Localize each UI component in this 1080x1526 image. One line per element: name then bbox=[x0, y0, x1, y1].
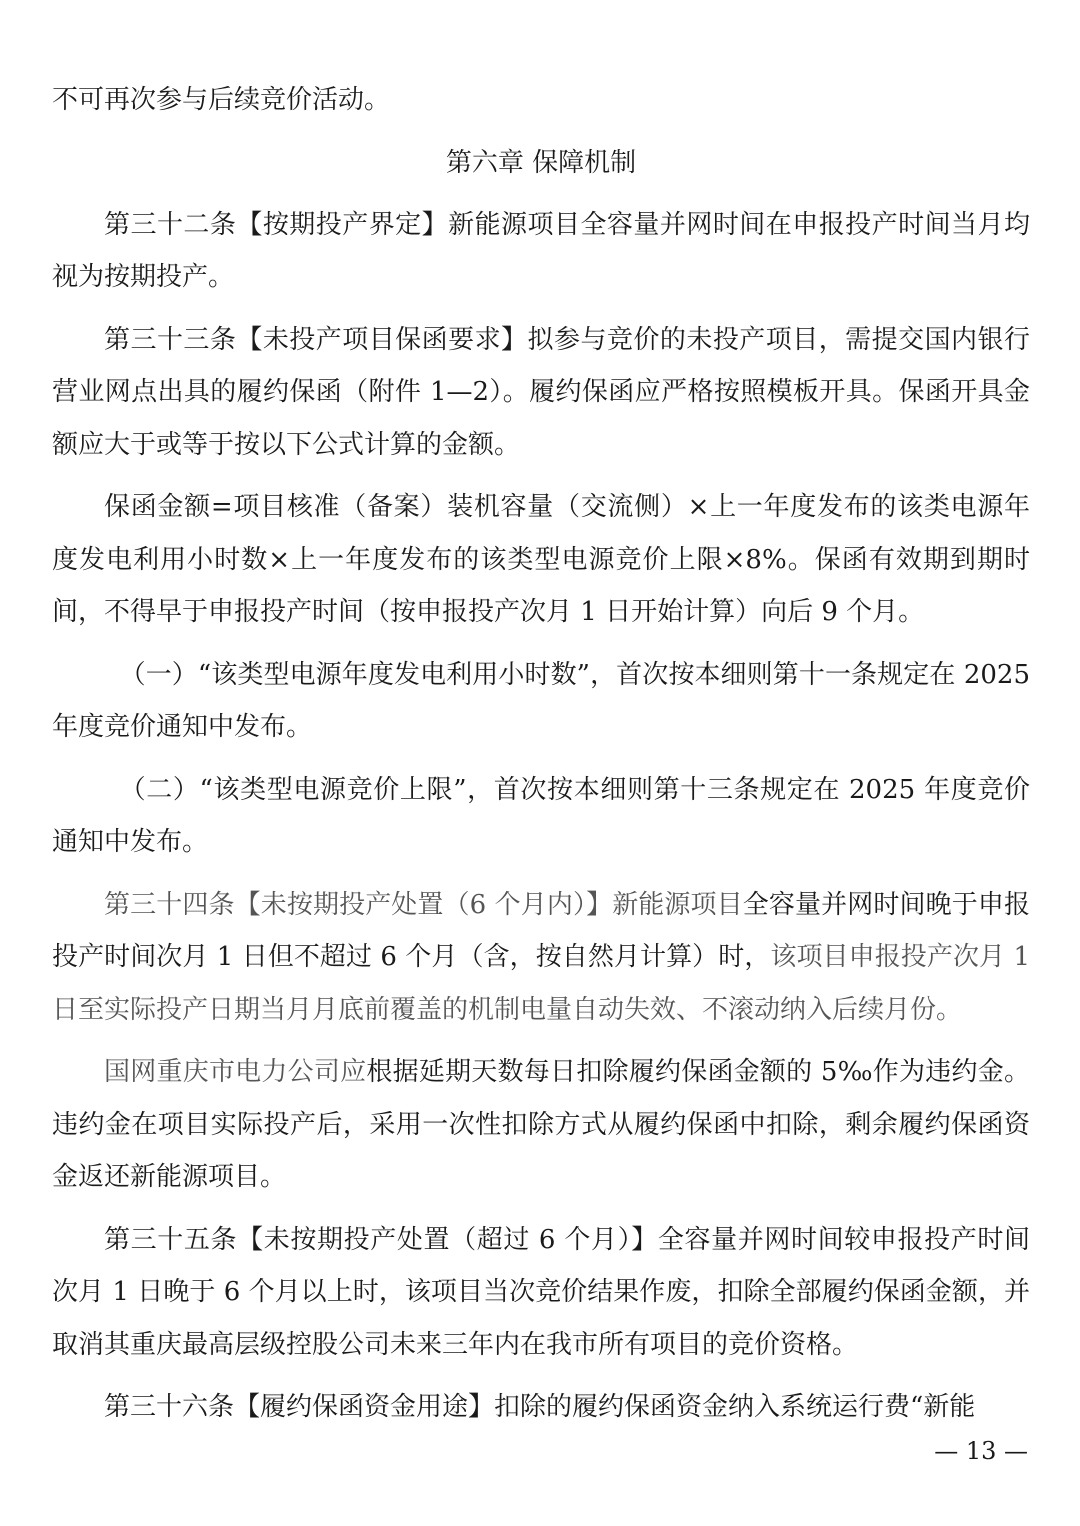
list-item-2: （二）“该类型电源竞价上限”，首次按本细则第十三条规定在 2025 年度竞价通知中发布。 bbox=[52, 774, 1030, 857]
article-34-tail: 该项目申报投产次月 1 日至实际投产日期当月月底前覆盖的机制电量自动失效、不滚动纳入后续月份。 bbox=[52, 942, 1030, 1025]
article-33: 第三十三条【未投产项目保函要求】拟参与竞价的未投产项目，需提交国内银行营业网点出具的履约保函（附件 1—2）。履约保函应严格按照模板开具。保函开具金额应大于或等于按以下公式计算的金额。 bbox=[52, 324, 1030, 460]
chapter-title: 第六章 保障机制 bbox=[445, 147, 637, 178]
article-34-body: 全容量并网时间晚于申报投产时间次月 1 日但不超过 6 个月（含，按自然月计算）时， bbox=[52, 889, 1030, 972]
article-36: 第三十六条【履约保函资金用途】扣除的履约保函资金纳入系统运行费“新能 bbox=[104, 1392, 976, 1422]
penalty-body: 根据延期天数每日扣除履约保函金额的 5‰作为违约金。违约金在项目实际投产后，采用一次性扣除方式从履约保函中扣除，剩余履约保函资金返还新能源项目。 bbox=[52, 1057, 1030, 1192]
penalty-subject: 国网重庆市电力公司应 bbox=[104, 1057, 367, 1087]
article-32: 第三十二条【按期投产界定】新能源项目全容量并网时间在申报投产时间当月均视为按期投产。 bbox=[52, 209, 1030, 292]
article-34-heading: 第三十四条【未按期投产处置（6 个月内）】新能源项目 bbox=[104, 889, 743, 920]
penalty-paragraph bbox=[52, 1046, 1030, 1204]
article-35: 第三十五条【未按期投产处置（超过 6 个月）】全容量并网时间较申报投产时间次月 1 日晚于 6 个月以上时，该项目当次竞价结果作废，扣除全部履约保函金额，并取消其重庆最高层级控股公司未来三年内在我市所有项目的竞价资格。 bbox=[52, 1224, 1030, 1360]
guarantee-formula: 保函金额=项目核准（备案）装机容量（交流侧）×上一年度发布的该类电源年度发电利用小时数×上一年度发布的该类型电源竞价上限×8%。保函有效期到期时间，不得早于申报投产时间（按申报投产次月 1 日开始计算）向后 9 个月。 bbox=[52, 492, 1030, 627]
list-item-1: （一）“该类型电源年度发电利用小时数”，首次按本细则第十一条规定在 2025 年度竞价通知中发布。 bbox=[52, 659, 1030, 742]
paragraph-continuation: 不可再次参与后续竞价活动。 bbox=[52, 85, 391, 115]
document-page bbox=[52, 74, 1030, 1444]
article-34 bbox=[52, 879, 1030, 1037]
page-number: — 13 — bbox=[934, 1437, 1028, 1465]
